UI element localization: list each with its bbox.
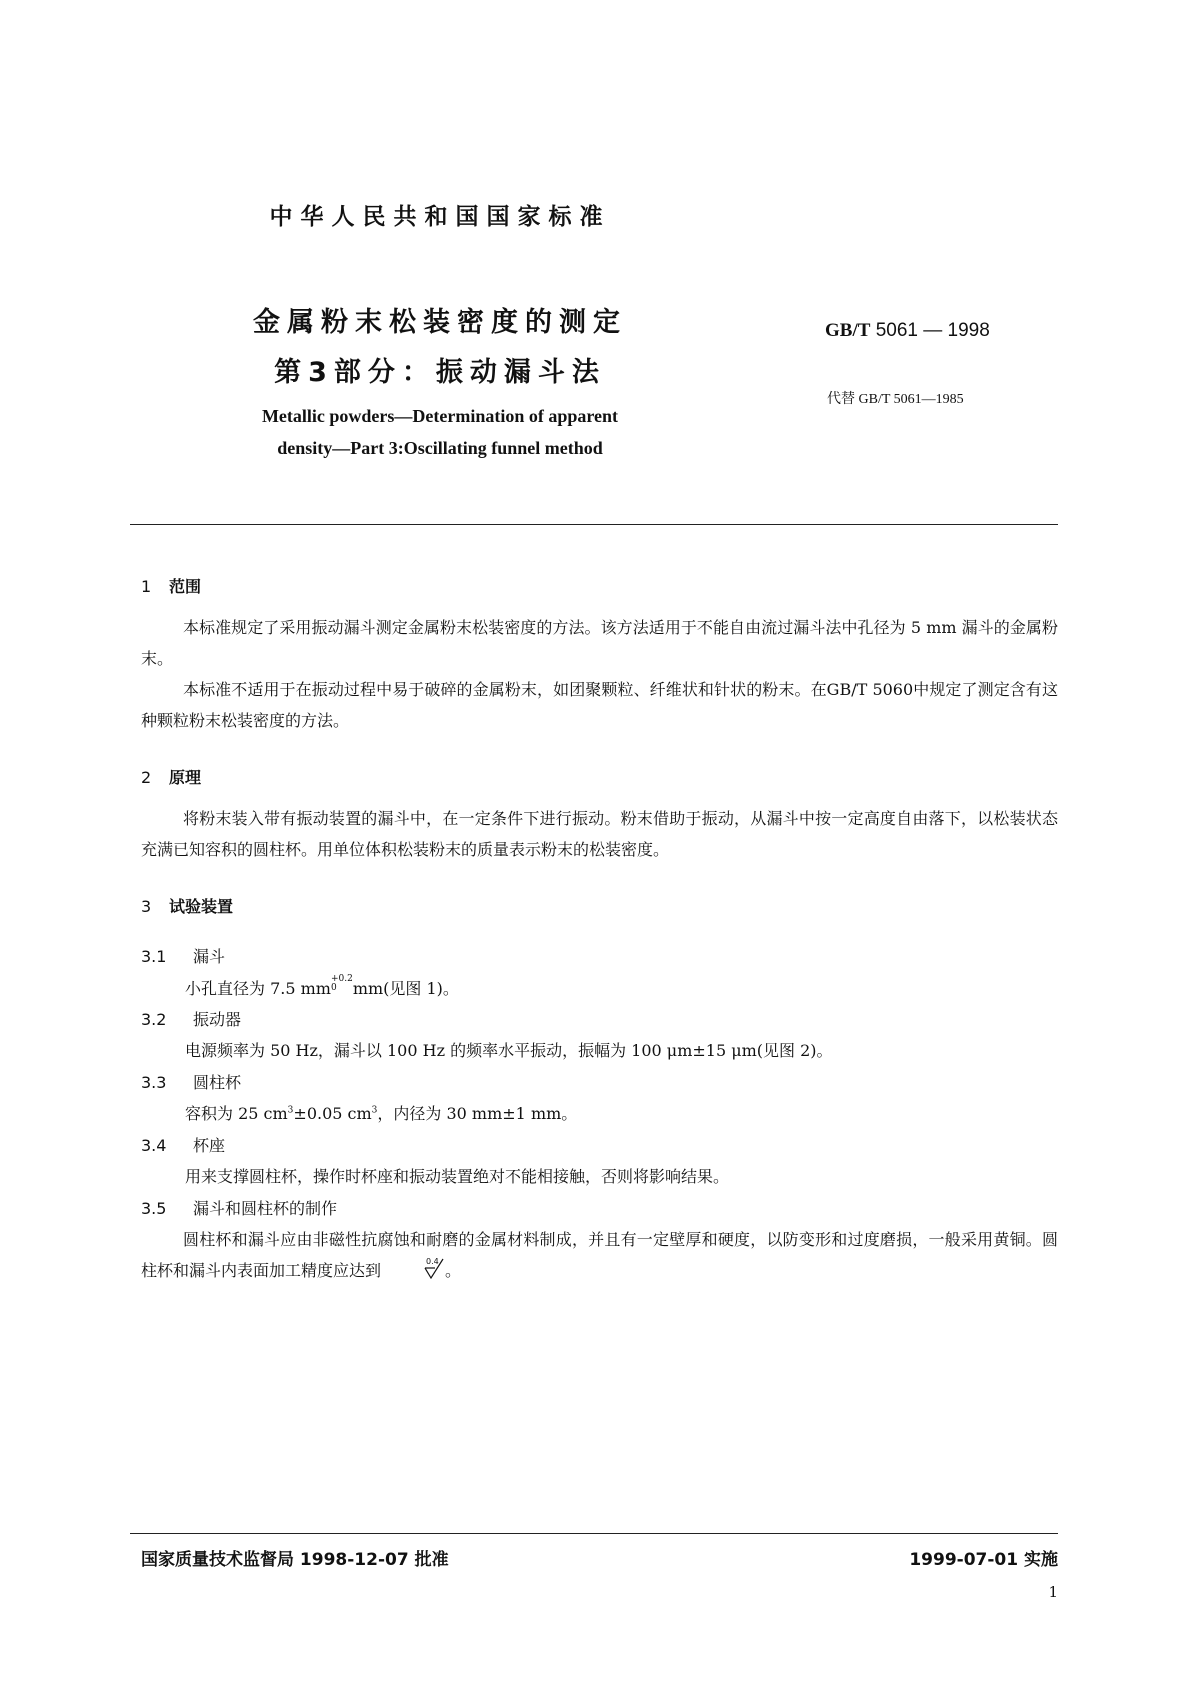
section-1-heading bbox=[141, 574, 201, 597]
standard-number bbox=[825, 320, 990, 342]
subsection-3-5-text bbox=[141, 1224, 1058, 1290]
section-title: 原理 bbox=[169, 768, 202, 787]
section-1-paragraph-1: 本标准规定了采用振动漏斗测定金属粉末松装密度的方法。该方法适用于不能自由流过漏斗法中孔径为 5 mm 漏斗的金属粉末。 bbox=[141, 618, 1058, 668]
superscript: 3 bbox=[371, 1105, 378, 1116]
subsection-title: 漏斗 bbox=[193, 947, 226, 966]
subsection-3-5-heading bbox=[141, 1196, 337, 1219]
title-cn-line2: 第3部分：振动漏斗法 bbox=[274, 357, 606, 388]
title-en-line1: Metallic powders—Determination of apparent bbox=[261, 406, 619, 426]
title-cn-line1: 金属粉末松装密度的测定 bbox=[253, 307, 627, 338]
tolerance bbox=[331, 975, 353, 993]
subsection-number: 3.5 bbox=[141, 1199, 167, 1218]
subsection-3-2-text: 电源频率为 50 Hz，漏斗以 100 Hz 的频率水平振动，振幅为 100 μm±15 μm(见图 2)。 bbox=[185, 1041, 833, 1060]
subsection-title: 圆柱杯 bbox=[193, 1073, 242, 1092]
subsection-number: 3.3 bbox=[141, 1073, 167, 1092]
standard-code: 5061 — 1998 bbox=[875, 320, 990, 341]
footer-divider bbox=[130, 1533, 1058, 1534]
section-3-heading bbox=[141, 894, 233, 917]
subsection-3-2-heading bbox=[141, 1007, 241, 1030]
funnel-diameter-text: 小孔直径为 7.5 mm bbox=[185, 979, 331, 998]
section-title: 试验装置 bbox=[169, 897, 234, 916]
subsection-3-1-text bbox=[185, 975, 459, 999]
subsection-title: 振动器 bbox=[193, 1010, 242, 1029]
section-number: 3 bbox=[141, 897, 152, 916]
tolerance-lower: 0 bbox=[330, 983, 337, 993]
national-standard-heading: 中华人民共和国国家标准 bbox=[269, 204, 611, 230]
page-number: 1 bbox=[1048, 1583, 1058, 1601]
section-title: 范围 bbox=[169, 577, 202, 596]
section-number: 2 bbox=[141, 768, 152, 787]
sentence-end: 。 bbox=[445, 1261, 462, 1280]
subsection-3-3-text bbox=[185, 1101, 577, 1124]
replaces-standard: 代替 GB/T 5061—1985 bbox=[827, 392, 964, 407]
manufacture-text: 圆柱杯和漏斗应由非磁性抗腐蚀和耐磨的金属材料制成，并且有一定壁厚和硬度，以防变形和过度磨损，一般采用黄铜。圆柱杯和漏斗内表面加工精度应达到 bbox=[141, 1230, 1058, 1280]
section-number: 1 bbox=[141, 577, 152, 596]
funnel-diameter-unit: mm(见图 1)。 bbox=[352, 979, 459, 998]
tolerance-upper: +0.2 bbox=[330, 974, 353, 984]
header-divider bbox=[130, 524, 1058, 525]
subsection-3-3-heading bbox=[141, 1070, 241, 1093]
subsection-number: 3.2 bbox=[141, 1010, 167, 1029]
section-1-paragraph-2: 本标准不适用于在振动过程中易于破碎的金属粉末，如团聚颗粒、纤维状和针状的粉末。在GB/T 5060中规定了测定含有这种颗粒粉末松装密度的方法。 bbox=[141, 680, 1058, 730]
subsection-3-4-text: 用来支撑圆柱杯，操作时杯座和振动装置绝对不能相接触，否则将影响结果。 bbox=[185, 1167, 730, 1186]
subsection-number: 3.1 bbox=[141, 947, 167, 966]
volume-text: 容积为 25 cm bbox=[185, 1104, 288, 1123]
section-2-heading bbox=[141, 765, 201, 788]
approval-line: 国家质量技术监督局 1998-12-07 批准 bbox=[141, 1550, 449, 1570]
subsection-3-4-heading bbox=[141, 1133, 225, 1156]
inner-diameter-text: ，内径为 30 mm±1 mm。 bbox=[377, 1104, 578, 1123]
standard-prefix: GB/T bbox=[825, 320, 871, 341]
effective-date: 1999-07-01 实施 bbox=[909, 1550, 1058, 1570]
title-en-line2: density—Part 3:Oscillating funnel method bbox=[277, 438, 603, 458]
subsection-title: 杯座 bbox=[193, 1136, 226, 1155]
superscript: 3 bbox=[287, 1105, 294, 1116]
subsection-title: 漏斗和圆柱杯的制作 bbox=[193, 1199, 338, 1218]
volume-tolerance: ±0.05 cm bbox=[293, 1104, 372, 1123]
subsection-number: 3.4 bbox=[141, 1136, 167, 1155]
surface-roughness-icon bbox=[381, 1256, 445, 1290]
section-2-paragraph-1: 将粉末装入带有振动装置的漏斗中，在一定条件下进行振动。粉末借助于振动，从漏斗中按一定高度自由落下，以松装状态充满已知容积的圆柱杯。用单位体积松装粉末的质量表示粉末的松装密度。 bbox=[141, 809, 1058, 859]
subsection-3-1-heading bbox=[141, 944, 225, 967]
roughness-value: 0.4 bbox=[426, 1257, 439, 1266]
